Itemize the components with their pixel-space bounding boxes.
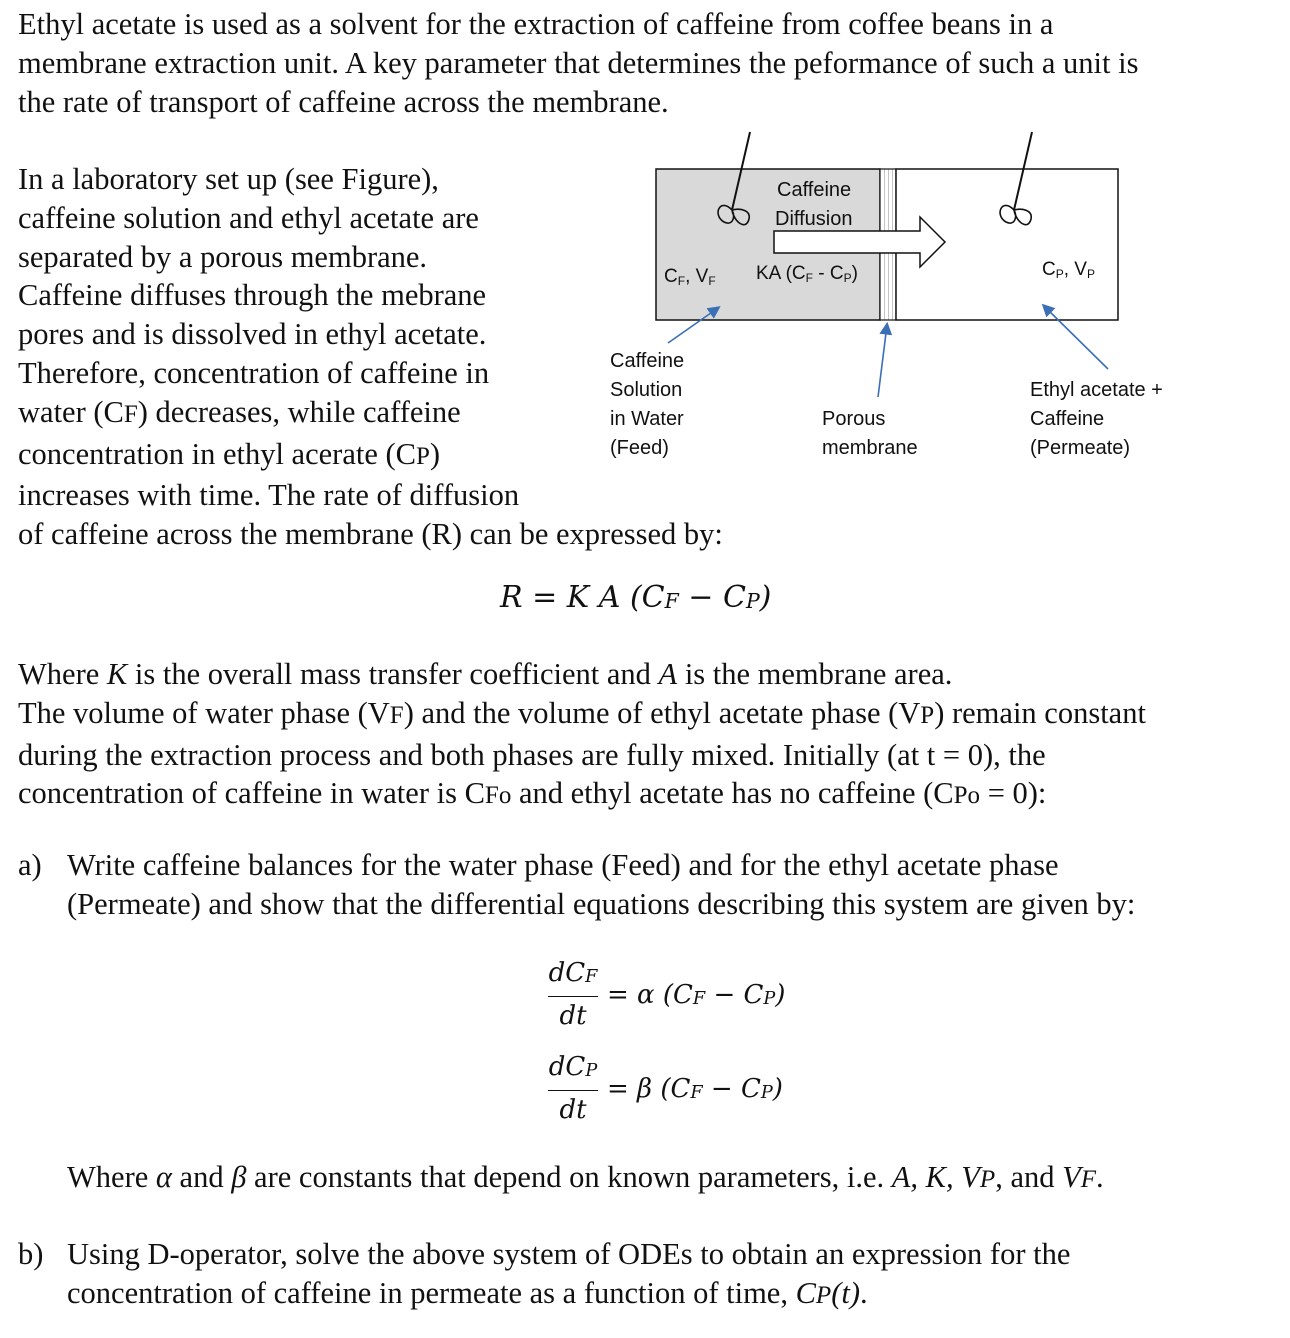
setup-line: increases with time. The rate of diffusion [18,478,520,513]
permeate-label: (Permeate) [1030,437,1131,459]
membrane-pointer [878,325,887,397]
question-line: Using D-operator, solve the above system of ODEs to obtain an expression for the [67,1237,1071,1271]
ode2-fraction: dCP dt [548,1052,598,1125]
setup-line: Caffeine diffuses through the mebrane [18,278,487,313]
feed-label: (Feed) [610,437,669,459]
diffusion-label: Diffusion [775,208,853,230]
ode2-rhs: = β (CF − CP) [607,1074,783,1104]
ode1-fraction: dCF dt [548,958,598,1031]
membrane-label: membrane [822,437,918,459]
permeate-label: Ethyl acetate + [1030,379,1163,401]
setup-line: Therefore, concentration of caffeine in [18,355,490,390]
intro-paragraph [18,5,1138,121]
rate-equation: R = K A (CF − CP) [500,580,772,615]
definitions-line: Where K is the overall mass transfer coefficient and A is the membrane area. [18,657,953,691]
diffusion-label: Caffeine [777,179,852,201]
question-line: concentration of caffeine in permeate as a function of time, CP(t). [67,1275,868,1310]
definitions-line: The volume of water phase (VF) and the volume of ethyl acetate phase (VP) remain constant [18,695,1146,730]
setup-line: of caffeine across the membrane (R) can be expressed by: [18,517,723,552]
permeate-label: Caffeine [1030,408,1105,430]
question-line: (Permeate) and show that the differential equations describing this system are given by: [67,886,1136,921]
intro-line: Ethyl acetate is used as a solvent for the extraction of caffeine from coffee beans in a [18,7,1054,41]
setup-line: water (CF) decreases, while caffeine [18,394,461,429]
setup-line: caffeine solution and ethyl acetate are [18,200,479,235]
setup-line: separated by a porous membrane. [18,239,428,274]
permeate-concentration: CP, VP [1042,259,1095,281]
question-line: Write caffeine balances for the water phase (Feed) and for the ethyl acetate phase [67,848,1059,882]
setup-line: In a laboratory set up (see Figure), [18,162,439,196]
part-label: a) [18,848,42,882]
feed-label: Caffeine [610,350,685,372]
definitions-line: during the extraction process and both phases are fully mixed. Initially (at t = 0), the [18,737,1046,772]
constants-note: Where α and β are constants that depend on known parameters, i.e. A, K, VP, and VF. [67,1160,1104,1194]
setup-line: pores and is dissolved in ethyl acetate. [18,317,487,352]
definitions-paragraph [18,655,1146,816]
feed-concentration: CF, VF [664,266,716,288]
feed-label: in Water [610,408,684,430]
ode1-rhs: = α (CF − CP) [607,980,786,1010]
intro-line: the rate of transport of caffeine across the membrane. [18,84,669,119]
definitions-line: concentration of caffeine in water is CFo and ethyl acetate has no caffeine (CPo = 0): [18,776,1047,811]
setup-line: concentration in ethyl acerate (CP) [18,436,441,471]
feed-label: Solution [610,379,683,401]
intro-line: membrane extraction unit. A key parameter that determines the peformance of such a unit is [18,45,1139,80]
rate-expression: KA (CF - CP) [756,263,858,285]
part-label: b) [18,1237,44,1271]
membrane-figure [600,125,1200,470]
membrane-label: Porous [822,408,886,430]
